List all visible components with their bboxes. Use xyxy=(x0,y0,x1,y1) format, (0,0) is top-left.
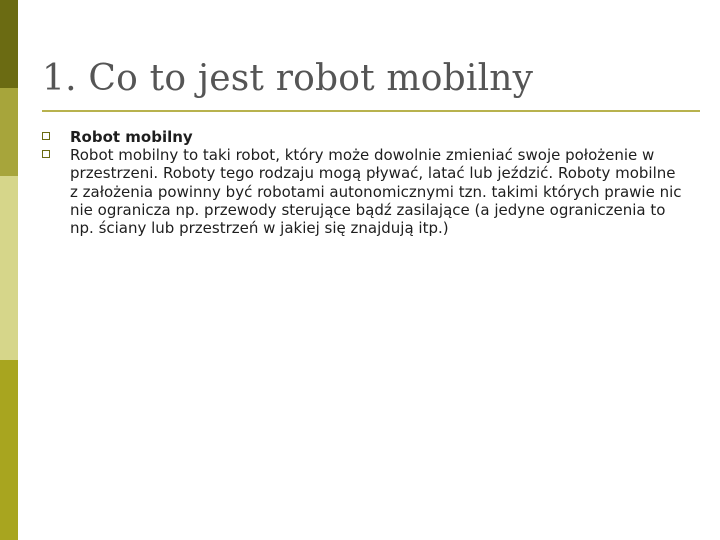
side-bar-segment xyxy=(0,176,18,360)
slide-title: 1. Co to jest robot mobilny xyxy=(42,58,534,99)
side-bar-segment xyxy=(0,0,18,88)
bullet-text-paragraph: Robot mobilny to taki robot, który może dowolnie zmieniać swoje położenie w przestrzeni. Roboty tego rodzaju mogą pływać, latać lub jeździć. Roboty mobilne z założenia powinny być robotami autonomicznymi tzn. takimi których prawie nic nie ogranicza np. przewody sterujące bądź zasilające (a jedyne ograniczenia to np. ściany lub przestrzeń w jakiej się znajdują itp.) xyxy=(70,146,682,238)
title-underline xyxy=(42,110,700,112)
slide-content xyxy=(42,128,682,237)
side-decoration-bar xyxy=(0,0,18,540)
bullet-item xyxy=(42,146,682,237)
side-bar-segment xyxy=(0,88,18,176)
square-bullet-icon xyxy=(42,150,50,158)
square-bullet-icon xyxy=(42,132,50,140)
bullet-item xyxy=(42,128,682,146)
bullet-text-heading: Robot mobilny xyxy=(70,128,193,146)
side-bar-segment xyxy=(0,360,18,540)
